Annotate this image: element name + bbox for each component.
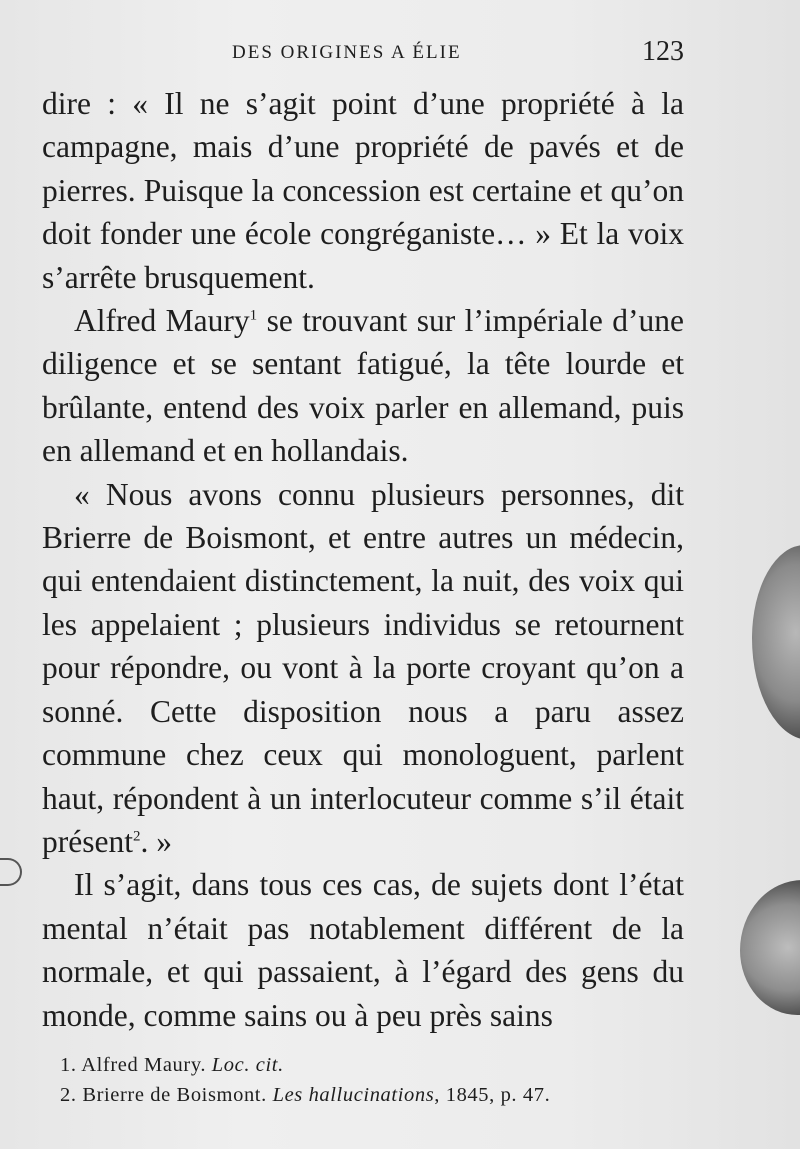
thumb-shadow-top — [752, 545, 800, 740]
footnote-2 — [60, 1080, 684, 1110]
footnotes — [60, 1050, 684, 1110]
paragraph-2 — [42, 299, 684, 473]
footnote-author: Brierre de Boismont. — [82, 1084, 267, 1106]
footnote-author: Alfred Maury. — [81, 1054, 207, 1076]
running-head — [42, 36, 684, 72]
margin-mark — [0, 858, 22, 886]
footnote-ref-2: 2 — [132, 828, 141, 845]
thumb-shadow-bottom — [740, 880, 800, 1015]
footnote-ref-1: 1 — [249, 307, 258, 324]
page-number: 123 — [642, 36, 684, 67]
paragraph-3 — [42, 473, 684, 864]
paragraph-1: dire : « Il ne s’agit point d’une propriété à la campagne, mais d’une propriété de pavés et de pierres. Puisque la concession est certaine et qu’on doit fonder une école congréganiste… » Et la voix s’arrête brusquement. — [42, 86, 684, 295]
paragraph-3-start: « Nous avons connu plusieurs personnes, dit Brierre de Boismont, et entre autres un médecin, qui entendaient distinctement, la nuit, des voix qui les appelaient ; plusieurs individus se retournent pour répondre, ou vont à la porte croyant qu’on a sonné. Cette disposition nous a paru assez commune chez ceux qui monologuent, parlent haut, répondent à un interlocuteur comme s’il était présent — [42, 476, 684, 859]
footnote-number: 1. — [60, 1054, 77, 1076]
footnote-italic: Les hallucinations — [272, 1084, 435, 1106]
paragraph-3-rest: . » — [140, 823, 172, 859]
footnote-1 — [60, 1050, 684, 1080]
paragraph-4: Il s’agit, dans tous ces cas, de sujets dont l’état mental n’était pas notablement différent de la normale, et qui passaient, à l’égard des gens du monde, comme sains ou à peu près sains — [42, 867, 684, 1033]
footnote-rest: , 1845, p. 47. — [434, 1084, 551, 1106]
body-text — [42, 82, 684, 1037]
paragraph-2-start: Alfred Maury — [74, 303, 250, 339]
footnote-italic: Loc. cit. — [211, 1054, 284, 1076]
paragraph-2-rest: se trouvant sur l’impériale d’une diligence et se sentant fatigué, la tête lourde et brûlante, entend des voix parler en allemand, puis en allemand et en hollandais. — [42, 303, 684, 469]
running-title: DES ORIGINES A ÉLIE — [232, 42, 462, 63]
footnote-number: 2. — [60, 1084, 77, 1106]
